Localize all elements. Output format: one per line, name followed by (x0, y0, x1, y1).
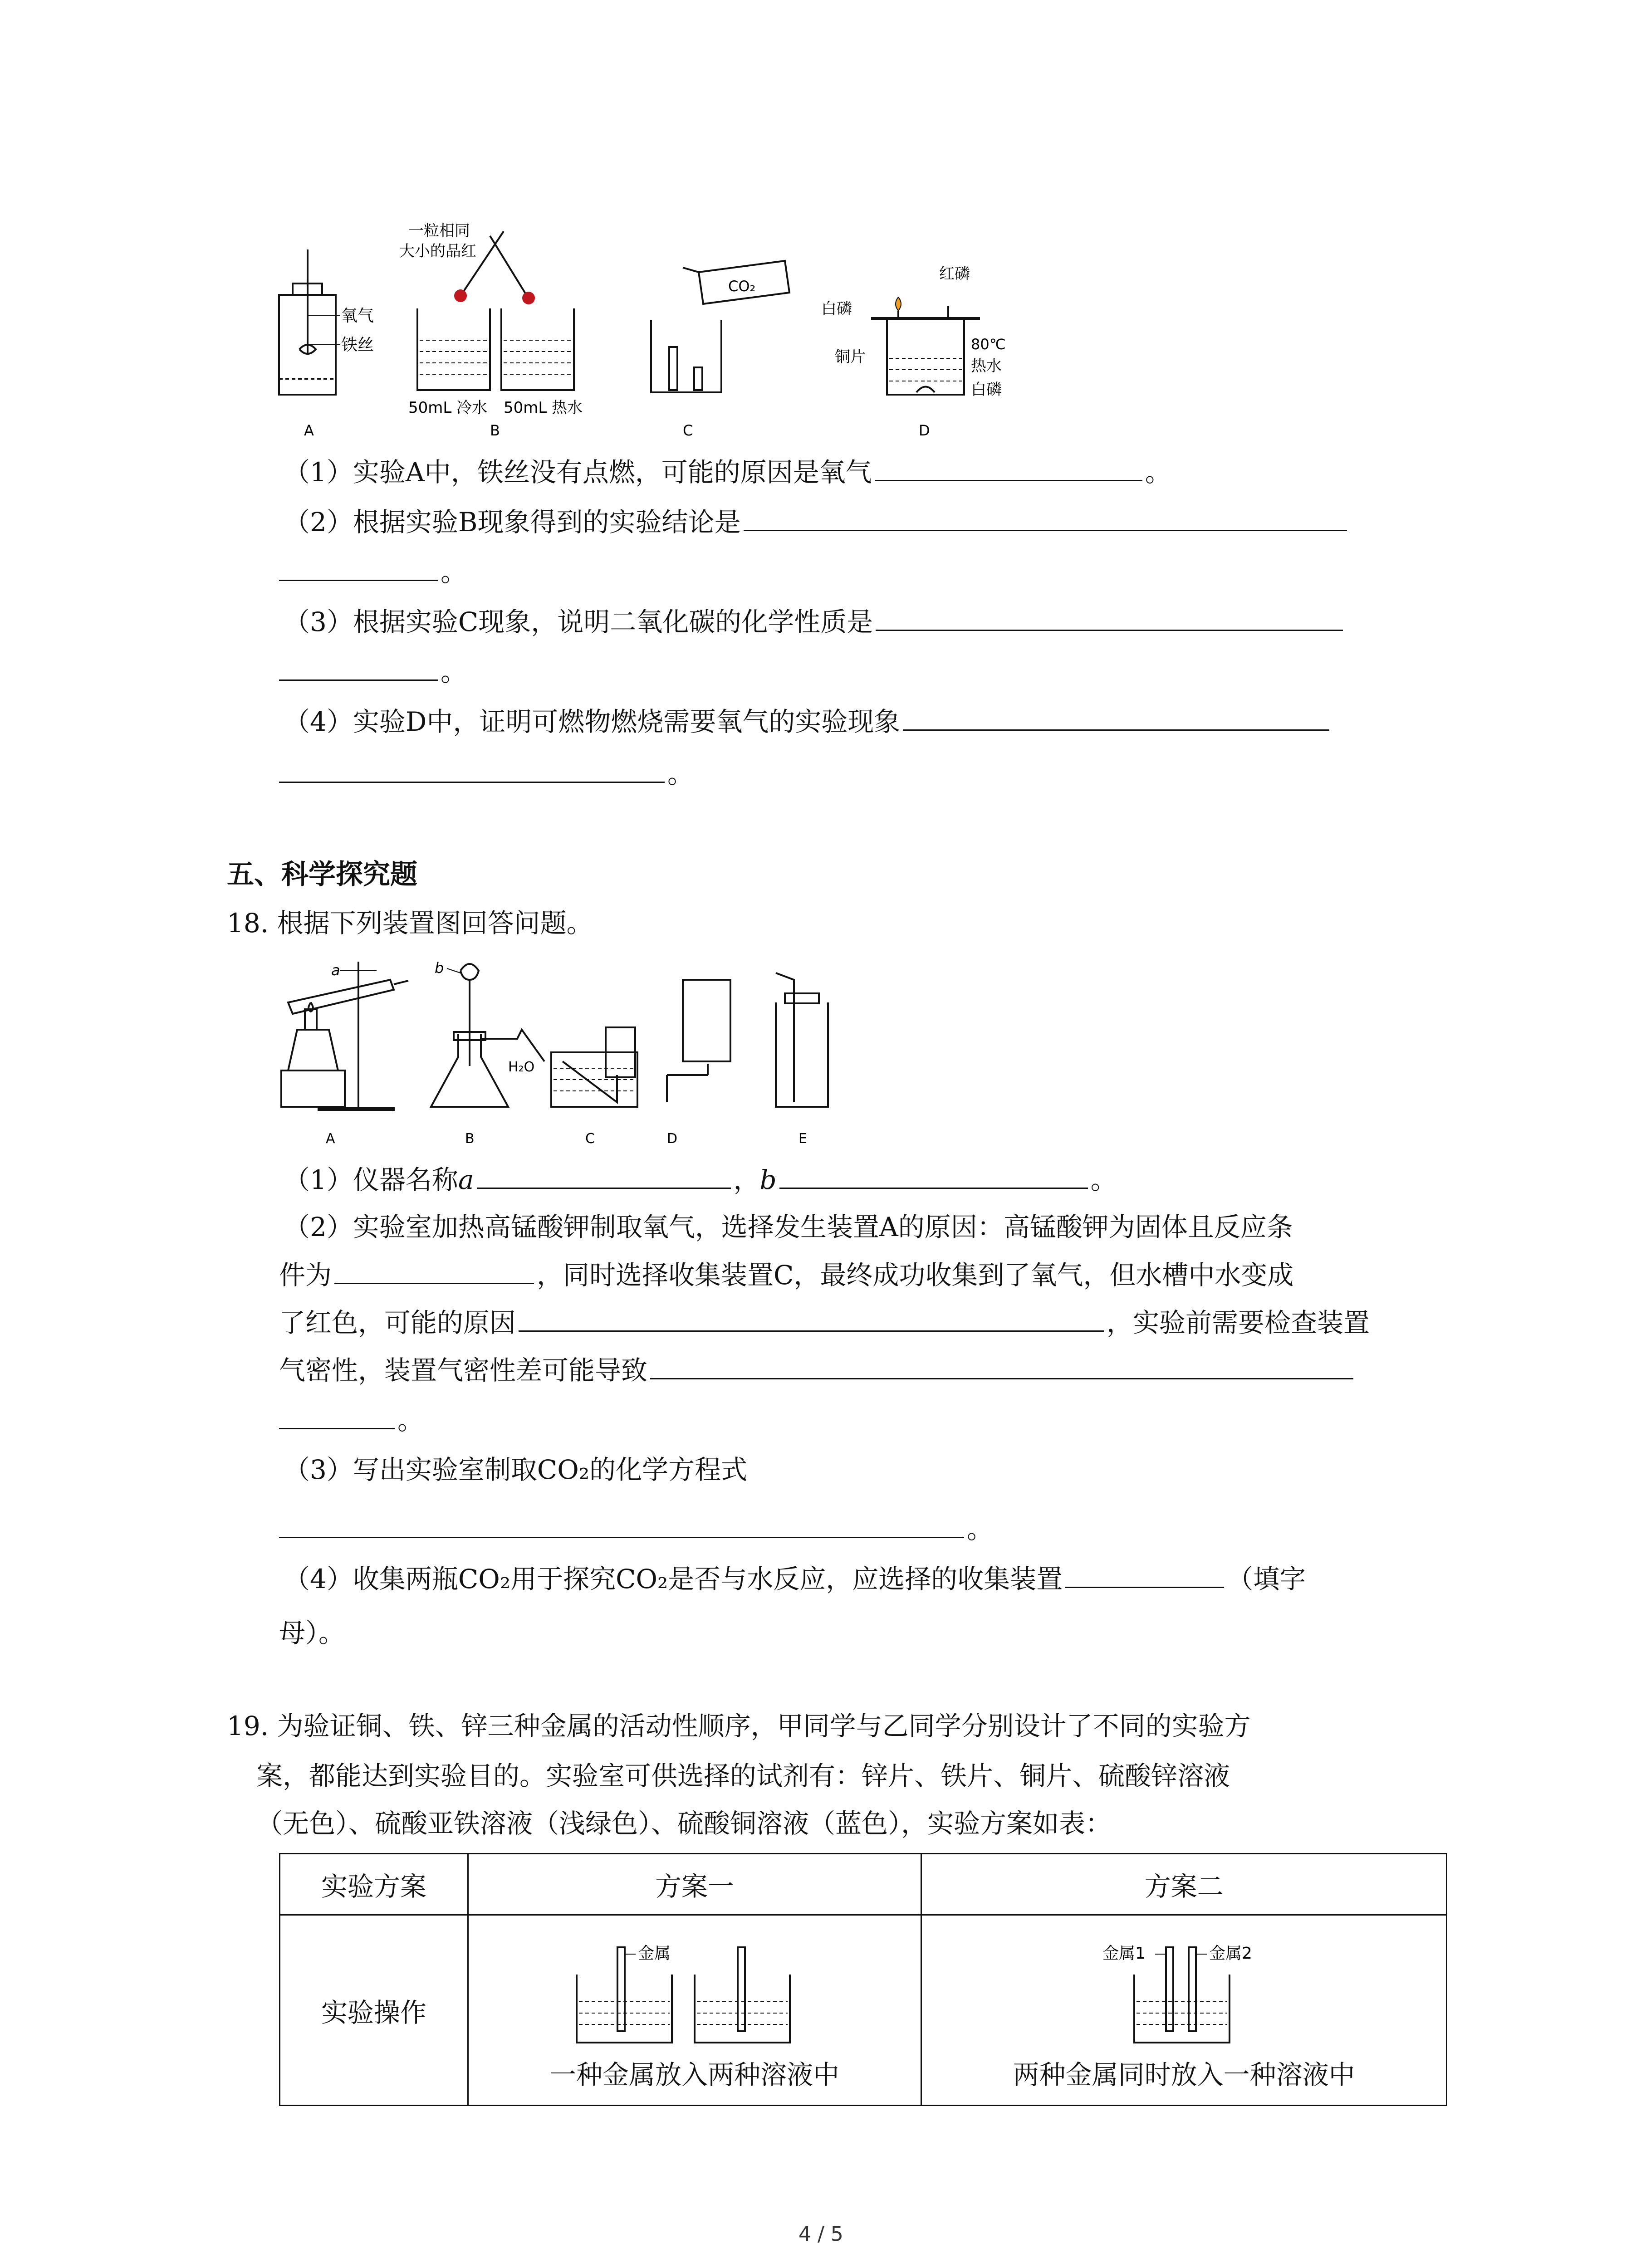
apparatus-18b (431, 964, 544, 1107)
q19-table (279, 1853, 1447, 2106)
q18-p2-blank-2[interactable] (519, 1304, 1104, 1332)
fig17-letter-a: A (304, 422, 314, 439)
fig18-letter-e: E (798, 1131, 807, 1147)
q18-figure (272, 953, 862, 1161)
fig18-label-a: a (331, 962, 340, 979)
fig17-d-white-p-bottom: 白磷 (971, 381, 1002, 399)
table-cell-plan2 (921, 1915, 1447, 2106)
q18-p2-l4: 气密性，装置气密性差可能导致 (279, 1352, 1356, 1388)
apparatus-c (651, 261, 789, 392)
q18-p2-l3: 了红色，可能的原因 ，实验前需要检查装置 (279, 1304, 1370, 1341)
plan2-metal2-label: 金属2 (1209, 1944, 1252, 1963)
q17-p1: （1）实验A中，铁丝没有点燃，可能的原因是氧气 。 (284, 454, 1171, 490)
q18-p3-blank[interactable] (279, 1510, 964, 1538)
q18-p4-cont: 母）。 (279, 1618, 345, 1648)
apparatus-18e (776, 973, 828, 1107)
q17-p2: （2）根据实验B现象得到的实验结论是 (284, 503, 1350, 540)
fig17-d-red-p: 红磷 (939, 265, 970, 283)
apparatus-18c (551, 1027, 637, 1107)
plan1-caption: 一种金属放入两种溶液中 (550, 2059, 840, 2090)
fig17-d-temp: 80℃ (971, 336, 1006, 353)
fig18-label-h2o: H₂O (508, 1059, 535, 1075)
apparatus-d (871, 306, 980, 395)
fig17-d-copper: 铜片 (835, 348, 866, 366)
q17-figure (272, 218, 1248, 454)
q18-p4: （4）收集两瓶CO₂用于探究CO₂是否与水反应，应选择的收集装置 （填字 (284, 1560, 1306, 1597)
q17-p4-blank-2[interactable] (279, 755, 665, 783)
q19-l1: 19. 为验证铜、铁、锌三种金属的活动性顺序，甲同学与乙同学分别设计了不同的实验方 (227, 1711, 1251, 1741)
q18-p3-cont: 。 (279, 1510, 993, 1547)
q17-p4-cont: 。 (279, 755, 694, 792)
fig17-b-hot: 50mL 热水 (504, 399, 583, 417)
q17-p3-blank-1[interactable] (876, 603, 1343, 631)
fig18-label-b: b (435, 959, 444, 977)
q18-p2-blank-4[interactable] (279, 1402, 395, 1429)
table-header-plan2: 方案二 (921, 1854, 1447, 1915)
q18-p1: （1）仪器名称a ，b 。 (284, 1161, 1117, 1198)
section-title: 五、科学探究题 (227, 859, 417, 890)
table-header-plan1: 方案一 (468, 1854, 921, 1915)
q18-p2-l5: 。 (279, 1402, 424, 1438)
plan2-metal1-label: 金属1 (1102, 1944, 1146, 1963)
fig17-letter-c: C (683, 422, 693, 439)
q18-p1-blank-b[interactable] (779, 1161, 1088, 1189)
q18-p4-blank[interactable] (1065, 1560, 1224, 1588)
q18-p2-l1: （2）实验室加热高锰酸钾制取氧气，选择发生装置A的原因：高锰酸钾为固体且反应条 (284, 1212, 1293, 1242)
fig18-letter-d: D (667, 1131, 678, 1147)
fig17-a-label-iron: 铁丝 (341, 336, 374, 354)
plan2-figure (1057, 1934, 1311, 2052)
q19-l2: 案，都能达到实验目的。实验室可供选择的试剂有：锌片、铁片、铜片、硫酸锌溶液 (256, 1760, 1230, 1791)
fig17-c-gas: CO₂ (728, 278, 756, 295)
apparatus-18d (667, 980, 730, 1102)
fig17-b-label-1: 一粒相同 (408, 222, 470, 240)
q17-p2-cont: 。 (279, 553, 467, 590)
plan2-caption: 两种金属同时放入一种溶液中 (1013, 2059, 1355, 2090)
q17-p2-blank-1[interactable] (744, 503, 1347, 531)
apparatus-18a (281, 962, 408, 1109)
plan1-figure (558, 1934, 831, 2052)
apparatus-a (279, 249, 340, 395)
q17-p4: （4）实验D中，证明可燃物燃烧需要氧气的实验现象 (284, 703, 1332, 740)
table-cell-plan1 (468, 1915, 921, 2106)
fig17-b-label-2: 大小的品红 (399, 242, 476, 260)
table-row-operation: 实验操作 (280, 1915, 468, 2106)
q18-p3: （3）写出实验室制取CO₂的化学方程式 (284, 1454, 748, 1485)
fig17-letter-b: B (490, 422, 500, 439)
fig18-letter-b: B (465, 1131, 475, 1147)
fig17-d-white-p-top: 白磷 (821, 300, 852, 318)
plan1-metal-label: 金属 (638, 1944, 671, 1963)
fig17-letter-d: D (919, 422, 930, 439)
page-number: 4 / 5 (798, 2223, 843, 2246)
fig18-letter-a: A (326, 1131, 335, 1147)
fig18-letter-c: C (585, 1131, 595, 1147)
q18-p1-blank-a[interactable] (477, 1161, 731, 1189)
q17-p2-blank-2[interactable] (279, 553, 438, 581)
q17-p3-cont: 。 (279, 653, 467, 690)
q17-p4-blank-1[interactable] (903, 703, 1329, 731)
q18-p2-blank-3[interactable] (650, 1352, 1353, 1379)
q18-stem: 18. 根据下列装置图回答问题。 (227, 908, 593, 938)
q18-p2-l2: 件为 ，同时选择收集装置C，最终成功收集到了氧气，但水槽中水变成 (279, 1256, 1293, 1293)
q19-l3: （无色）、硫酸亚铁溶液（浅绿色）、硫酸铜溶液（蓝色），实验方案如表： (256, 1808, 1112, 1839)
q18-p2-blank-1[interactable] (334, 1256, 534, 1284)
fig17-d-hot-water: 热水 (971, 357, 1002, 375)
q17-p1-blank[interactable] (875, 454, 1142, 481)
fig17-a-label-oxygen: 氧气 (341, 307, 374, 325)
q17-p3-blank-2[interactable] (279, 653, 438, 681)
table-header-plan: 实验方案 (280, 1854, 468, 1915)
q17-p3: （3）根据实验C现象，说明二氧化碳的化学性质是 (284, 603, 1346, 640)
fig17-b-cold: 50mL 冷水 (408, 399, 488, 417)
